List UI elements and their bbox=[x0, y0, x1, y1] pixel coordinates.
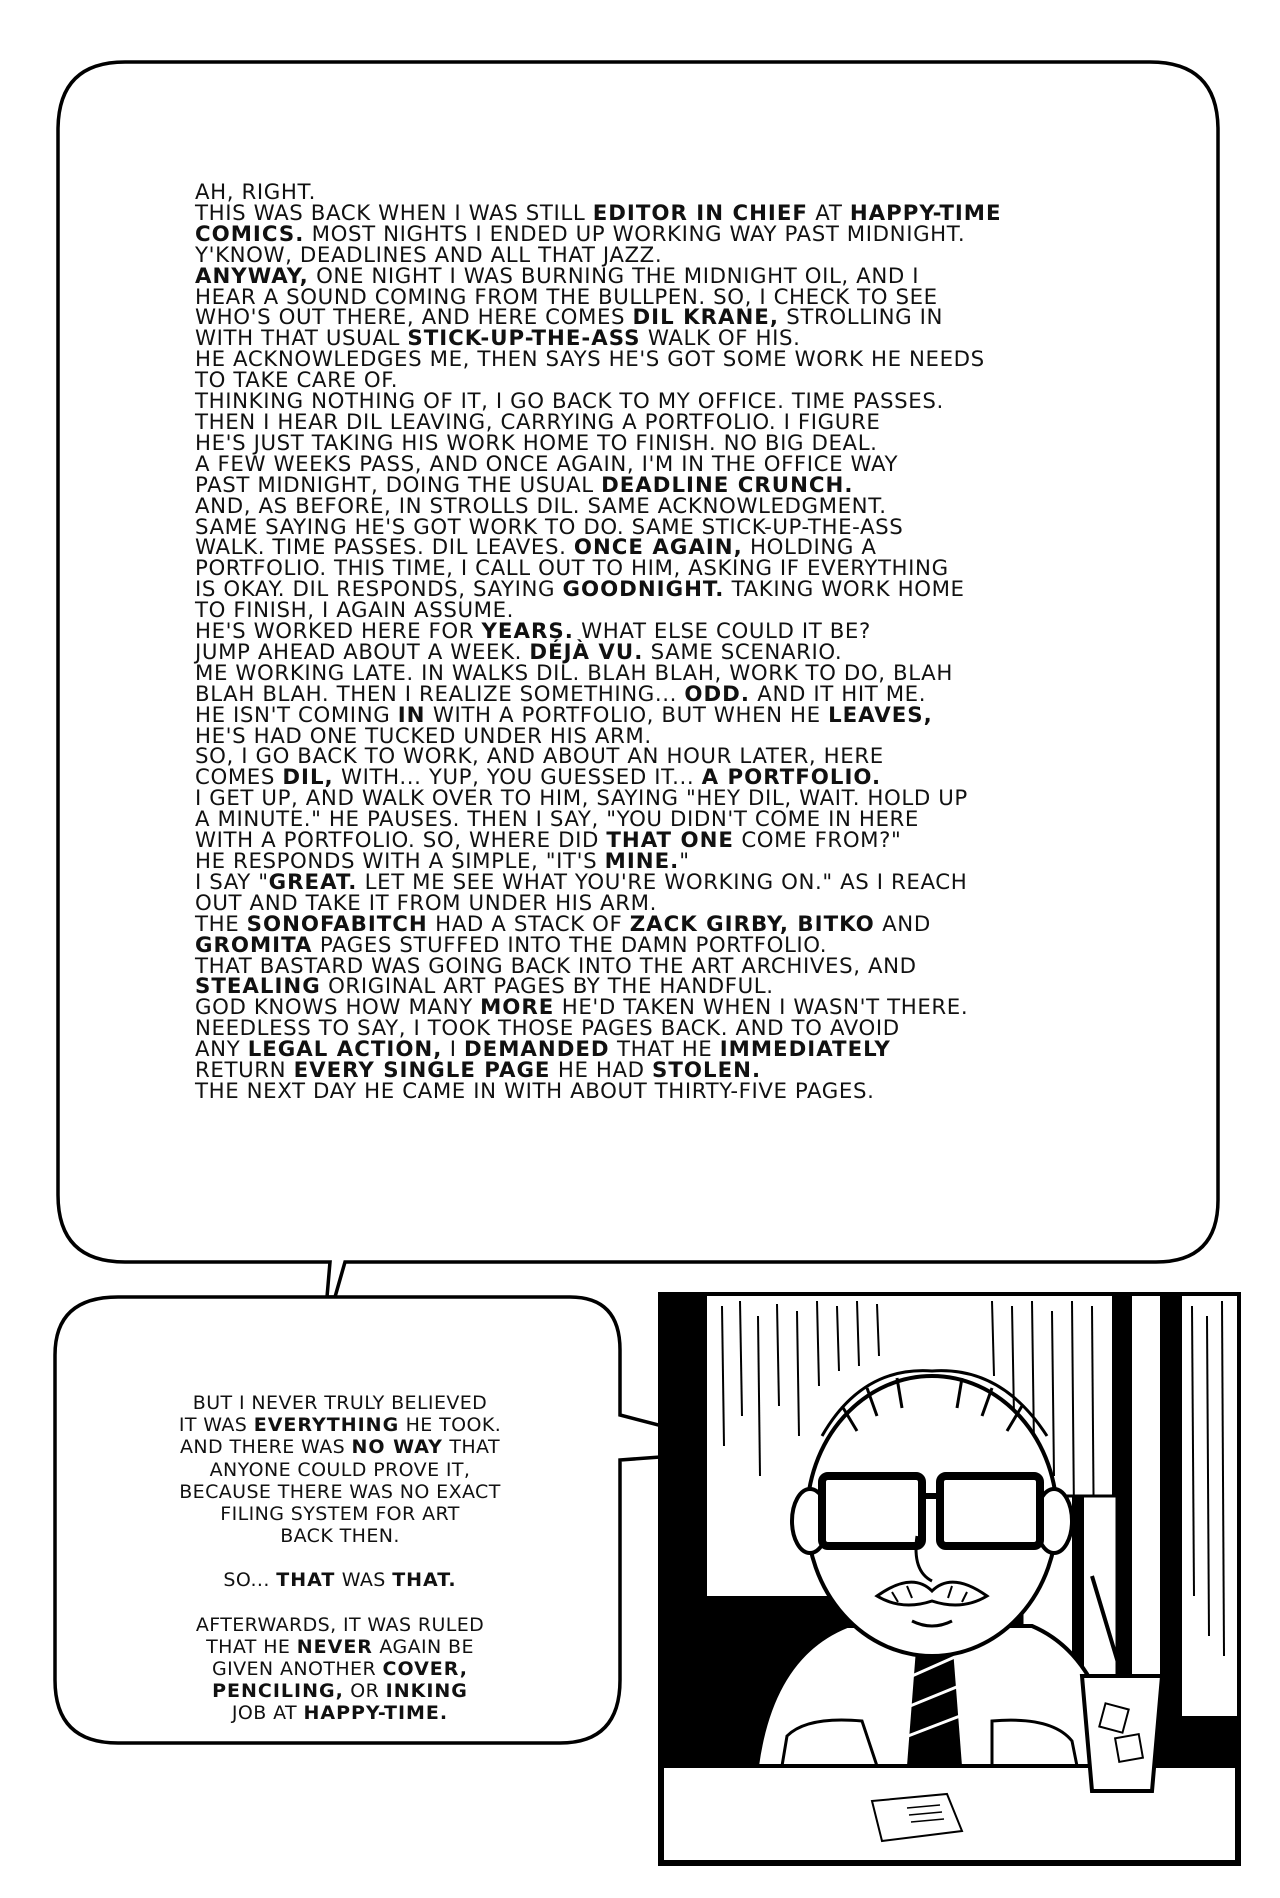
narration-line bbox=[145, 1503, 535, 1525]
emphasized-text: HAPPY-TIME bbox=[849, 200, 1002, 226]
illustration-panel bbox=[658, 1292, 1241, 1866]
emphasized-text: LEAVES, bbox=[828, 702, 933, 728]
narration-text: GOD KNOWS HOW MANY bbox=[195, 995, 481, 1021]
emphasized-text: ZACK GIRBY, BITKO bbox=[629, 911, 875, 937]
narration-line bbox=[195, 1078, 1100, 1104]
narration-text: AND IT HIT ME. bbox=[749, 681, 927, 707]
narration-text: OUT AND TAKE IT FROM UNDER HIS ARM. bbox=[195, 890, 657, 916]
emphasized-text: EDITOR IN CHIEF bbox=[592, 200, 808, 226]
narration-text: STROLLING IN bbox=[778, 305, 944, 331]
narration-text: AFTERWARDS, IT WAS RULED bbox=[195, 1613, 485, 1636]
narration-text: WITH A PORTFOLIO. SO, WHERE DID bbox=[195, 828, 607, 854]
narration-text: TO TAKE CARE OF. bbox=[195, 368, 399, 394]
emphasized-text: DIL, bbox=[282, 765, 334, 791]
emphasized-text: GREAT. bbox=[268, 869, 358, 895]
narration-text: HE TOOK. bbox=[399, 1414, 502, 1437]
narration-text: HE'D TAKEN WHEN I WASN'T THERE. bbox=[554, 995, 969, 1021]
narration-text: THAT BASTARD WAS GOING BACK INTO THE ART ARCHIVES, AND bbox=[195, 953, 917, 979]
narration-text: AND bbox=[874, 911, 931, 937]
narration-text: THEN I HEAR DIL LEAVING, CARRYING A PORTFOLIO. I FIGURE bbox=[195, 409, 881, 435]
emphasized-text: ODD. bbox=[684, 681, 750, 707]
narration-text: BLAH BLAH. THEN I REALIZE SOMETHING... bbox=[195, 681, 685, 707]
narration-text: PAGES STUFFED INTO THE DAMN PORTFOLIO. bbox=[312, 932, 828, 958]
emphasized-text: IMMEDIATELY bbox=[719, 1037, 891, 1063]
narration-line bbox=[145, 1414, 535, 1436]
narration-text: AH, RIGHT. bbox=[195, 180, 316, 205]
narration-line bbox=[145, 1569, 535, 1591]
emphasized-text: GROMITA bbox=[195, 932, 313, 958]
narration-text: ORIGINAL ART PAGES BY THE HANDFUL. bbox=[320, 974, 774, 1000]
narration-line bbox=[145, 1658, 535, 1680]
narration-text: SAME SCENARIO. bbox=[643, 639, 843, 665]
emphasized-text: PENCILING, bbox=[212, 1680, 344, 1703]
narration-text: PORTFOLIO. THIS TIME, I CALL OUT TO HIM, ASKING IF EVERYTHING bbox=[195, 556, 949, 582]
narration-text: JUMP AHEAD ABOUT A WEEK. bbox=[195, 639, 530, 665]
narration-text: WITH THAT USUAL bbox=[195, 326, 408, 352]
emphasized-text: STEALING bbox=[195, 974, 321, 1000]
emphasized-text: HAPPY-TIME. bbox=[303, 1702, 449, 1725]
emphasized-text: THAT. bbox=[392, 1569, 457, 1592]
emphasized-text: STICK-UP-THE-ASS bbox=[407, 326, 641, 352]
narration-text: HE ACKNOWLEDGES ME, THEN SAYS HE'S GOT SOME WORK HE NEEDS bbox=[195, 347, 985, 373]
man-at-desk-illustration bbox=[662, 1296, 1237, 1862]
narration-text: OR bbox=[343, 1680, 386, 1703]
narration-text: HEAR A SOUND COMING FROM THE BULLPEN. SO, I CHECK TO SEE bbox=[195, 284, 938, 310]
narration-line bbox=[145, 1436, 535, 1458]
narration-text: THINKING NOTHING OF IT, I GO BACK TO MY OFFICE. TIME PASSES. bbox=[195, 389, 944, 415]
emphasized-text: EVERY SINGLE PAGE bbox=[293, 1058, 551, 1084]
narration-text: I SAY " bbox=[195, 869, 269, 895]
narration-text: HE'S HAD ONE TUCKED UNDER HIS ARM. bbox=[195, 723, 652, 749]
emphasized-text: SONOFABITCH bbox=[246, 911, 428, 937]
emphasized-text: ONCE AGAIN, bbox=[573, 535, 743, 561]
emphasized-text: THAT bbox=[276, 1569, 336, 1592]
narration-text: PAST MIDNIGHT, DOING THE USUAL bbox=[195, 472, 602, 498]
emphasized-text: MINE. bbox=[604, 849, 680, 874]
narration-text: SO, I GO BACK TO WORK, AND ABOUT AN HOUR LATER, HERE bbox=[195, 744, 884, 770]
narration-text: " bbox=[679, 849, 690, 874]
top-bubble-narration bbox=[195, 180, 1100, 1104]
narration-text: THAT HE bbox=[206, 1635, 297, 1658]
emphasized-text: DIL KRANE, bbox=[632, 305, 779, 331]
narration-text: HE'S WORKED HERE FOR bbox=[195, 619, 482, 645]
narration-text: IT WAS bbox=[178, 1414, 254, 1437]
narration-text: WHO'S OUT THERE, AND HERE COMES bbox=[195, 305, 633, 331]
narration-text: SO... bbox=[223, 1569, 277, 1592]
narration-text: Y'KNOW, DEADLINES AND ALL THAT JAZZ. bbox=[195, 242, 663, 268]
narration-text: WALK OF HIS. bbox=[640, 326, 801, 352]
narration-text: THE bbox=[195, 911, 247, 937]
narration-text: COMES bbox=[195, 765, 283, 791]
emphasized-text: LEGAL ACTION, bbox=[247, 1037, 443, 1063]
narration-line bbox=[145, 1614, 535, 1636]
emphasized-text: STOLEN. bbox=[652, 1058, 762, 1084]
narration-text: I GET UP, AND WALK OVER TO HIM, SAYING "HEY DIL, WAIT. HOLD UP bbox=[195, 786, 968, 812]
narration-text: IS OKAY. DIL RESPONDS, SAYING bbox=[195, 577, 563, 603]
narration-text: HOLDING A bbox=[742, 535, 877, 561]
narration-text: ONE NIGHT I WAS BURNING THE MIDNIGHT OIL, AND I bbox=[308, 263, 920, 289]
narration-text: ANYONE COULD PROVE IT, bbox=[209, 1458, 471, 1481]
narration-text: WAS bbox=[335, 1569, 393, 1592]
emphasized-text: COMICS. bbox=[195, 221, 305, 247]
narration-text: NEEDLESS TO SAY, I TOOK THOSE PAGES BACK. AND TO AVOID bbox=[195, 1016, 900, 1042]
emphasized-text: GOODNIGHT. bbox=[562, 577, 725, 603]
narration-text: WITH A PORTFOLIO, BUT WHEN HE bbox=[425, 702, 829, 728]
narration-line bbox=[145, 1525, 535, 1547]
narration-text: ANY bbox=[195, 1037, 248, 1063]
narration-text: THE NEXT DAY HE CAME IN WITH ABOUT THIRTY-FIVE PAGES. bbox=[195, 1078, 875, 1104]
narration-text: HAD A STACK OF bbox=[427, 911, 630, 937]
narration-text: GIVEN ANOTHER bbox=[212, 1658, 383, 1681]
narration-text: AGAIN BE bbox=[372, 1635, 474, 1658]
emphasized-text: COVER, bbox=[382, 1658, 468, 1681]
narration-text: HE HAD bbox=[550, 1058, 653, 1084]
narration-text: HE RESPONDS WITH A SIMPLE, "IT'S bbox=[195, 849, 605, 874]
emphasized-text: IN bbox=[397, 702, 426, 728]
narration-text: HE'S JUST TAKING HIS WORK HOME TO FINISH. NO BIG DEAL. bbox=[195, 430, 878, 456]
emphasized-text: THAT ONE bbox=[606, 828, 734, 854]
narration-text: MOST NIGHTS I ENDED UP WORKING WAY PAST MIDNIGHT. bbox=[304, 221, 966, 247]
narration-text: BACK THEN. bbox=[280, 1525, 400, 1548]
narration-text: LET ME SEE WHAT YOU'RE WORKING ON." AS I REACH bbox=[357, 869, 968, 895]
narration-text: THIS WAS BACK WHEN I WAS STILL bbox=[195, 200, 593, 226]
emphasized-text: INKING bbox=[385, 1680, 468, 1703]
emphasized-text: YEARS. bbox=[481, 619, 574, 645]
narration-text: AT bbox=[807, 200, 850, 226]
emphasized-text: EVERYTHING bbox=[253, 1414, 400, 1437]
narration-text: THAT bbox=[442, 1436, 500, 1459]
emphasized-text: A PORTFOLIO. bbox=[701, 765, 882, 791]
narration-text: ME WORKING LATE. IN WALKS DIL. BLAH BLAH, WORK TO DO, BLAH bbox=[195, 660, 953, 686]
narration-text: JOB AT bbox=[231, 1702, 304, 1725]
narration-text: BECAUSE THERE WAS NO EXACT bbox=[179, 1480, 501, 1503]
narration-text: I bbox=[442, 1037, 464, 1063]
narration-text: WALK. TIME PASSES. DIL LEAVES. bbox=[195, 535, 574, 561]
blank-line bbox=[145, 1547, 535, 1569]
emphasized-text: DEMANDED bbox=[463, 1037, 610, 1063]
narration-line bbox=[145, 1702, 535, 1724]
emphasized-text: DÉJÀ VU. bbox=[529, 639, 644, 665]
emphasized-text: ANYWAY, bbox=[195, 263, 309, 289]
narration-text: TAKING WORK HOME bbox=[724, 577, 965, 603]
emphasized-text: DEADLINE CRUNCH. bbox=[601, 472, 854, 498]
narration-text: COME FROM?" bbox=[733, 828, 902, 854]
narration-text: A MINUTE." HE PAUSES. THEN I SAY, "YOU DIDN'T COME IN HERE bbox=[195, 807, 919, 833]
narration-text: AND THERE WAS bbox=[180, 1436, 352, 1459]
narration-line bbox=[145, 1636, 535, 1658]
narration-text: RETURN bbox=[195, 1058, 294, 1084]
emphasized-text: NEVER bbox=[296, 1635, 373, 1658]
narration-text: TO FINISH, I AGAIN ASSUME. bbox=[195, 598, 515, 624]
narration-text: THAT HE bbox=[609, 1037, 720, 1063]
narration-text: A FEW WEEKS PASS, AND ONCE AGAIN, I'M IN THE OFFICE WAY bbox=[195, 451, 899, 477]
narration-line bbox=[145, 1459, 535, 1481]
bottom-bubble-narration bbox=[145, 1392, 535, 1725]
narration-line bbox=[145, 1680, 535, 1702]
emphasized-text: NO WAY bbox=[351, 1436, 443, 1459]
narration-text: BUT I NEVER TRULY BELIEVED bbox=[192, 1392, 488, 1414]
narration-text: AND, AS BEFORE, IN STROLLS DIL. SAME ACKNOWLEDGMENT. bbox=[195, 493, 887, 519]
blank-line bbox=[145, 1592, 535, 1614]
narration-text: HE ISN'T COMING bbox=[195, 702, 398, 728]
narration-line bbox=[145, 1481, 535, 1503]
emphasized-text: MORE bbox=[480, 995, 555, 1021]
narration-text: FILING SYSTEM FOR ART bbox=[220, 1503, 460, 1526]
narration-text: SAME SAYING HE'S GOT WORK TO DO. SAME STICK-UP-THE-ASS bbox=[195, 514, 904, 540]
narration-line bbox=[145, 1392, 535, 1414]
narration-text: WHAT ELSE COULD IT BE? bbox=[573, 619, 871, 645]
narration-text: WITH... YUP, YOU GUESSED IT... bbox=[333, 765, 702, 791]
